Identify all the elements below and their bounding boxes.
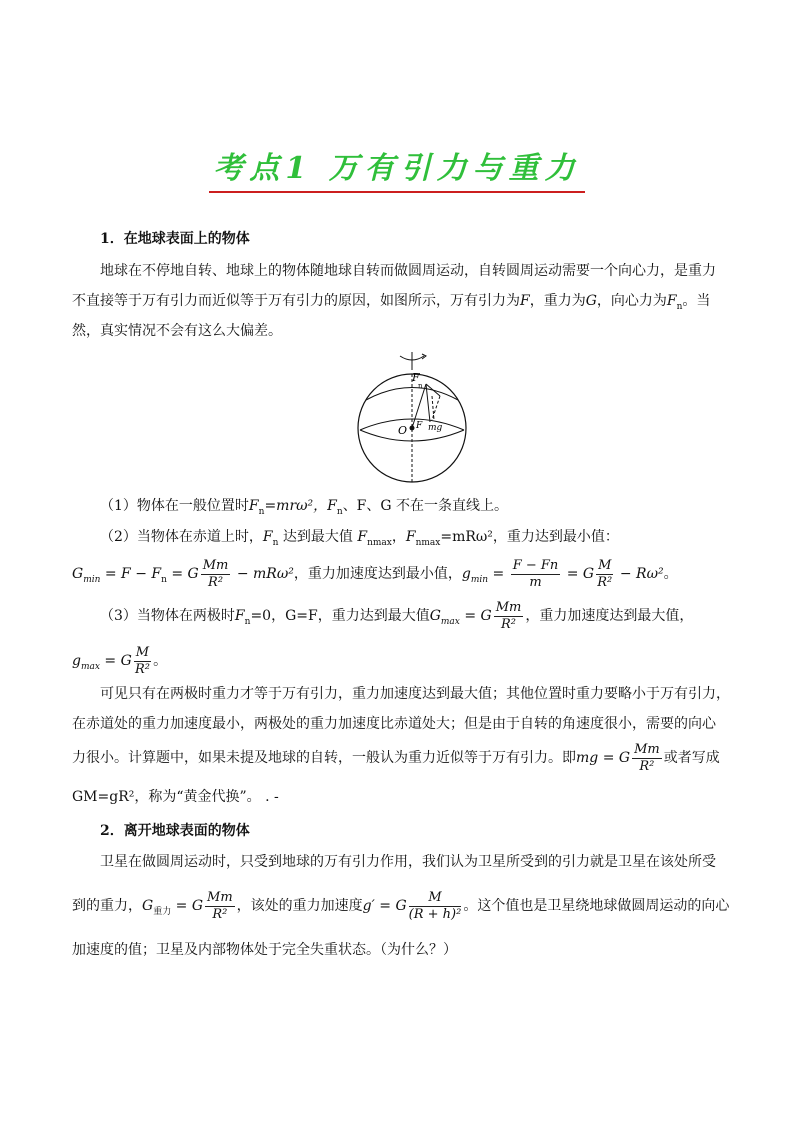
item3-g-end: 。: [153, 653, 168, 669]
item3-gmax-row: [72, 643, 167, 685]
para1-text-e: ，向心力为: [596, 293, 667, 309]
item1-F: F: [248, 498, 259, 514]
item3-den: R²: [501, 616, 517, 632]
para2-line4: GM=gR²，称为“黄金代换”。 . -: [72, 789, 279, 805]
f2-frac3: [596, 558, 613, 591]
para2-line1: 可见只有在两极时重力才等于万有引力，重力加速度达到最大值；其他位置时重力要略小于万有引力，: [100, 686, 730, 702]
f2-min: min: [83, 574, 101, 585]
s2-frac2: [409, 890, 462, 923]
f2-geq2: = G: [562, 566, 595, 582]
section2-line2: [72, 888, 729, 930]
para2-mg: mg = G: [576, 750, 631, 766]
f2-num3: M: [598, 557, 612, 573]
para1-line2: [72, 291, 710, 317]
f2-G: G: [72, 566, 84, 582]
s2-text-a: 到的重力，: [72, 898, 142, 914]
para2-line3: [72, 740, 720, 776]
item3-n: n: [244, 616, 251, 627]
item2-line: [100, 527, 619, 553]
section2-heading: 2．离开地球表面的物体: [100, 823, 250, 839]
item2-text-g: ，: [391, 529, 406, 545]
item3-g-frac: [134, 645, 151, 678]
fig-label-n: n: [418, 382, 423, 390]
para1-text-a: 不直接等于万有引力而近似等于万有引力的原因，如图所示，万有引力为: [72, 293, 520, 309]
f2-tail2: − Rω²: [615, 566, 664, 582]
item2-F: F: [262, 529, 273, 545]
para1-text-h: 。当: [682, 293, 711, 309]
item3-frac: [494, 600, 524, 633]
para2-num: Mm: [634, 741, 660, 757]
para1-n-sub: n: [676, 301, 683, 312]
f2-mid: = F − F: [100, 566, 162, 582]
item3-text-e: ，重力加速度达到最大值，: [525, 608, 694, 624]
item3-line: [100, 598, 693, 640]
item2-text-d: 达到最大值: [278, 529, 358, 545]
earth-diagram: [352, 350, 472, 485]
para1-text-c: ，重力为: [529, 293, 586, 309]
page-title: [0, 143, 794, 187]
s2-num: Mm: [207, 889, 233, 905]
para1-G: G: [585, 293, 597, 309]
f2-den1: R²: [208, 574, 224, 590]
item2-nmax2: nmax: [415, 537, 441, 548]
item3-gmax-sub: max: [80, 661, 100, 672]
f2-eq: = G: [166, 566, 199, 582]
para2-den: R²: [639, 758, 655, 774]
f2-gmin: min: [470, 574, 489, 585]
item3-g-den: R²: [134, 661, 150, 677]
title-underline: [209, 191, 584, 193]
s2-text-b: ，该处的重力加速度: [236, 898, 363, 914]
item3-text-a: （3）当物体在两极时: [100, 608, 235, 624]
para1-line1: 地球在不停地自转、地球上的物体随地球自转而做圆周运动，自转圆周运动需要一个向心力，是重力: [100, 263, 716, 279]
para1-F: F: [520, 293, 530, 309]
item1-line: [100, 496, 508, 522]
centripetal-line: [426, 384, 440, 396]
item3-G: G: [429, 608, 441, 624]
title-text: 考点1 万有引力与重力: [213, 151, 581, 186]
rotation-arrow: [400, 354, 426, 360]
item2-nmax: nmax: [367, 537, 392, 548]
item2-n: n: [272, 537, 279, 548]
item3-g: g: [72, 653, 81, 669]
s2-G: G: [142, 898, 154, 914]
f2-geq: =: [488, 566, 509, 582]
item2-text-a: （2）当物体在赤道上时，: [100, 529, 263, 545]
fig-label-mg: mg: [428, 423, 443, 433]
item1-text-g: 、F、G 不在一条直线上。: [342, 498, 509, 514]
item2-F3: F: [405, 529, 416, 545]
fig-label-F: F: [412, 371, 420, 384]
center-dot: [410, 426, 415, 431]
s2-num2: M: [409, 890, 462, 907]
s2-den2: (R + h)²: [408, 906, 462, 922]
f2-frac1: [201, 558, 231, 591]
item1-F2: F: [327, 498, 337, 514]
f2-text: ，重力加速度达到最小值，: [293, 566, 462, 582]
para2-text-b: 或者写成: [663, 750, 720, 766]
item3-eq: = G: [459, 608, 492, 624]
section2-line3: 加速度的值；卫星及内部物体处于完全失重状态。（为什么？）: [72, 942, 457, 958]
s2-eq: = G: [171, 898, 204, 914]
s2-frac1: [205, 890, 235, 923]
item1-formula: =mrω²，: [264, 498, 328, 514]
s2-g: g′ = G: [362, 898, 407, 914]
f2-end: 。: [663, 566, 678, 582]
item1-n: n: [258, 506, 265, 517]
para1-line3: 然，真实情况不会有这么大偏差。: [72, 323, 282, 339]
item3-num: Mm: [495, 599, 522, 615]
s2-G-sub: 重力: [153, 906, 172, 917]
f2-num2: F − Fn: [512, 557, 559, 573]
item2-F2: F: [357, 529, 368, 545]
para2-text-a: 力很小。计算题中，如果未提及地球的自转，一般认为重力近似等于万有引力。即: [72, 750, 576, 766]
item2-text-j: =mRω²，重力达到最小值：: [440, 529, 619, 545]
item3-F: F: [234, 608, 245, 624]
f2-frac2: [511, 558, 561, 591]
para2-line2: 在赤道处的重力加速度最小，两极处的重力加速度比赤道处大；但是由于自转的角速度很小，需要的向心: [72, 716, 716, 732]
f2-den3: R²: [597, 574, 613, 590]
item3-g-num: M: [135, 644, 150, 660]
formula2-row: [72, 556, 678, 598]
f2-n: n: [161, 574, 167, 585]
item3-g-eq: = G: [99, 653, 132, 669]
s2-den: R²: [212, 906, 228, 922]
fig-label-O: O: [398, 424, 408, 437]
f2-g: g: [461, 566, 471, 582]
f2-den2: m: [529, 574, 542, 590]
para1-Fn: F: [666, 293, 677, 309]
f2-num1: Mm: [202, 557, 229, 573]
f2-tail: − mRω²: [232, 566, 294, 582]
item3-text-d: =0，G=F，重力达到最大值: [250, 608, 430, 624]
item1-n2: n: [336, 506, 343, 517]
s2-text-c: 。这个值也是卫星绕地球做圆周运动的向心: [463, 898, 730, 914]
section2-line1: 卫星在做圆周运动时，只受到地球的万有引力作用，我们认为卫星所受到的引力就是卫星在该处所受: [100, 854, 716, 870]
fig-label-F-mid: F: [416, 421, 423, 431]
item1-text-a: （1）物体在一般位置时: [100, 498, 249, 514]
section1-heading: 1．在地球表面上的物体: [100, 231, 250, 247]
para2-frac: [632, 742, 662, 775]
item3-max: max: [440, 616, 460, 627]
